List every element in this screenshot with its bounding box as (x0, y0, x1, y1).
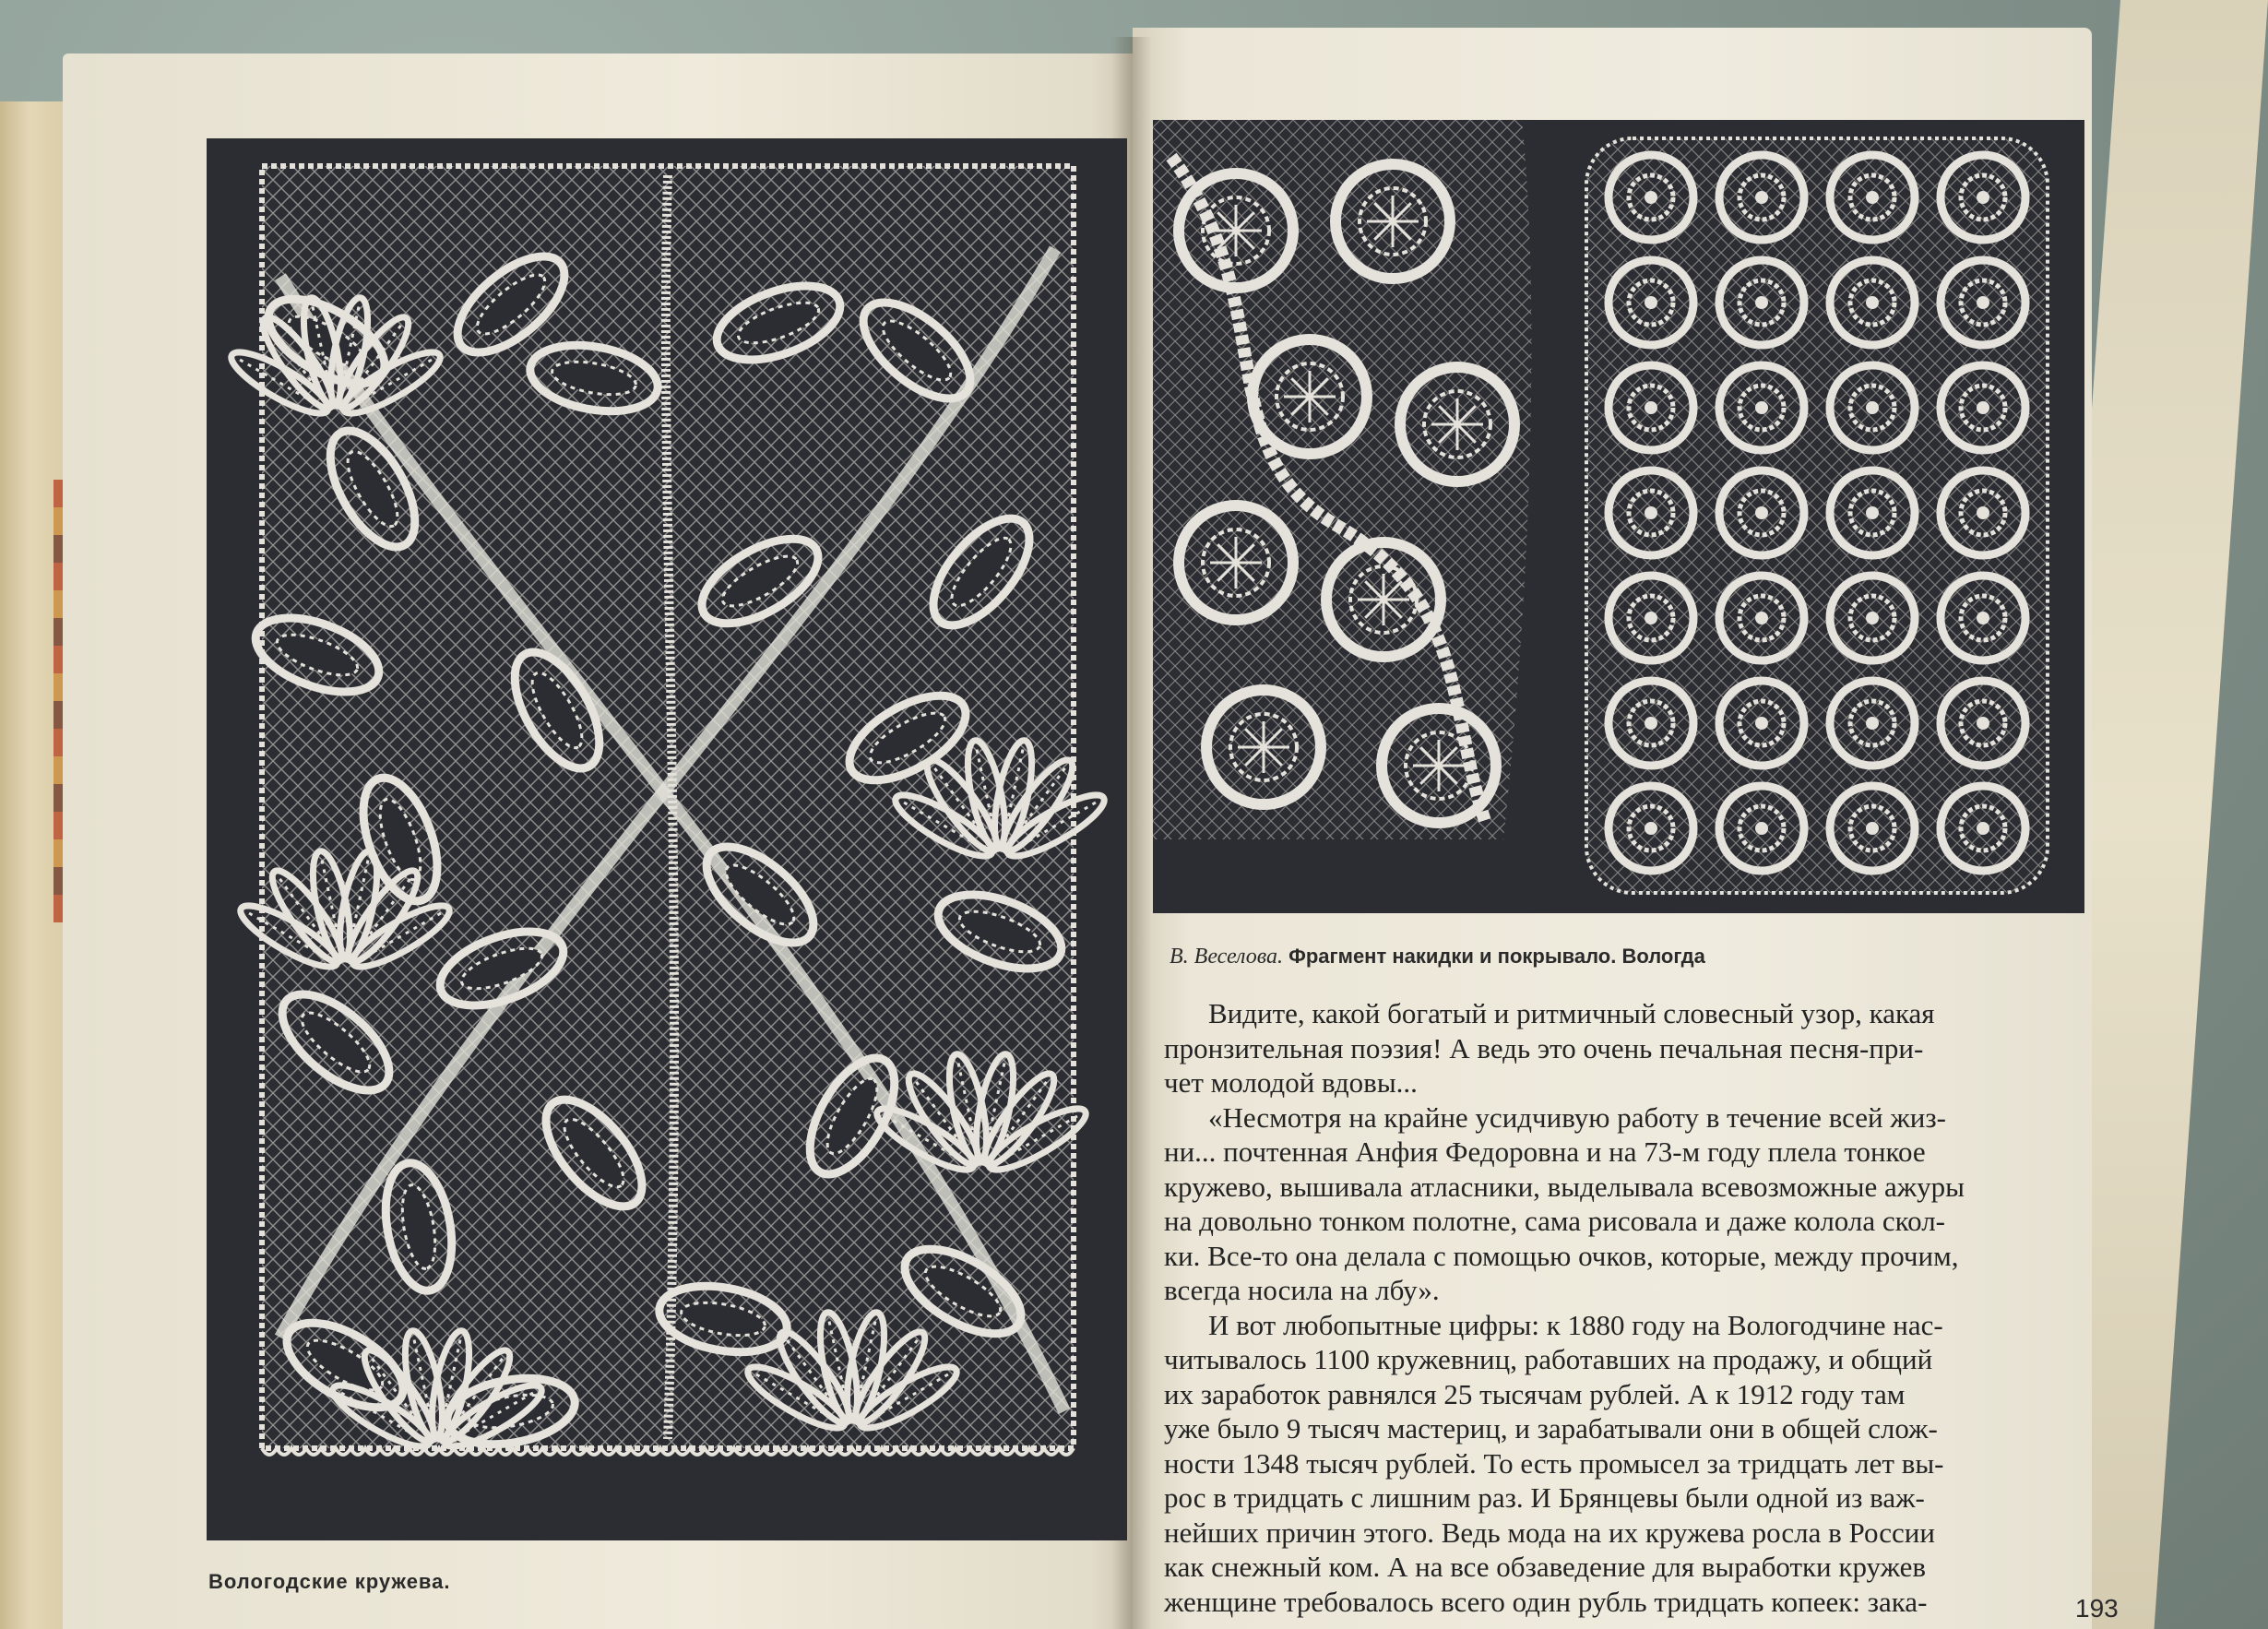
text-line: уже было 9 тысяч мастериц, и зарабатывали они в общей слож- (1164, 1412, 1938, 1445)
text-line: ни... почтенная Анфия Федоровна и на 73-м году плела тонкое (1164, 1136, 1926, 1168)
lace-photo-icon (207, 138, 1127, 1540)
text-line: И вот любопытные цифры: к 1880 году на Вологодчине нас- (1208, 1308, 1943, 1341)
text-line: «Несмотря на крайне усидчивую работу в течение всей жиз- (1208, 1100, 1946, 1134)
text-line: женщине требовалось всего один рубль тридцать копеек: зака- (1164, 1585, 1928, 1618)
text-line: ности 1348 тысяч рублей. То есть промысел за тридцать лет вы- (1164, 1446, 1944, 1480)
left-photo-caption: Вологодские кружева. (208, 1570, 451, 1593)
body-text (1164, 996, 2096, 1619)
caption-author: В. Веселова. (1170, 945, 1284, 969)
paragraph (1164, 1308, 2096, 1620)
lace-photo-right (1153, 120, 2084, 913)
caption-work-title: Фрагмент накидки и покрывало. Вологда (1288, 945, 1705, 968)
text-line: ки. Все-то она делала с помощью очков, которые, между прочим, (1164, 1239, 1959, 1272)
text-line: пронзительная поэзия! А ведь это очень печальная песня-при- (1164, 1031, 1924, 1064)
text-line: всегда носила на лбу». (1164, 1274, 1440, 1306)
paragraph (1164, 996, 2096, 1100)
right-photo-caption (1170, 945, 1705, 969)
text-line: кружево, вышивала атласники, выделывала всевозможные ажуры (1164, 1170, 1965, 1203)
text-line: на довольно тонком полотне, сама рисовала и даже колола скол- (1164, 1205, 1946, 1237)
lace-photo-icon (1153, 120, 2084, 913)
text-line: как снежный ком. А на все обзаведение для выработки кружев (1164, 1551, 1927, 1583)
text-line: нейших причин этого. Ведь мода на их кружева росла в России (1164, 1516, 1935, 1549)
text-line: Видите, какой богатый и ритмичный словесный узор, какая (1208, 997, 1935, 1029)
page-number: 193 (2075, 1594, 2119, 1623)
text-line: читывалось 1100 кружевниц, работавших на продажу, и общий (1164, 1343, 1933, 1375)
paragraph (1164, 1100, 2096, 1308)
text-line: рос в тридцать с лишним раз. И Брянцевы были одной из важ- (1164, 1481, 1925, 1514)
text-line: чет молодой вдовы... (1164, 1066, 1418, 1099)
lace-photo-left (207, 138, 1127, 1540)
text-line: их заработок равнялся 25 тысячам рублей. А к 1912 году там (1164, 1377, 1906, 1410)
